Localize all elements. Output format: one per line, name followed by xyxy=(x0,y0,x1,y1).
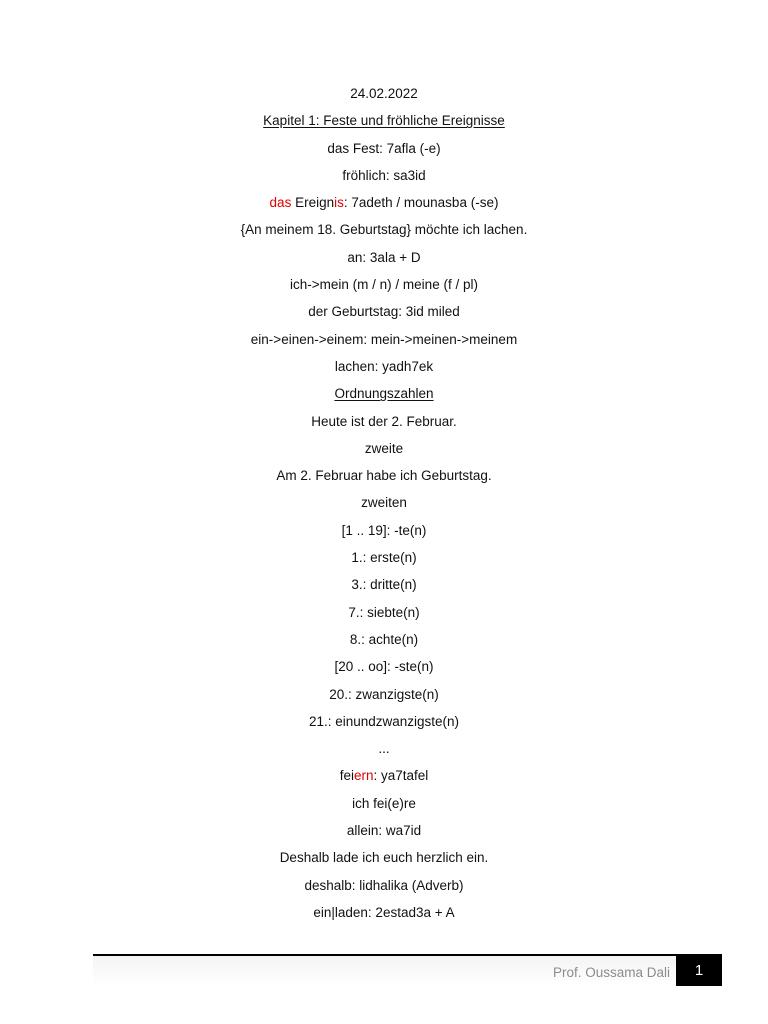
line-text: lachen: yadh7ek xyxy=(334,358,434,374)
document-line xyxy=(0,355,768,382)
document-line xyxy=(0,683,768,710)
line-text: ich fei(e)re xyxy=(352,795,416,811)
line-text: ... xyxy=(378,741,390,757)
line-text: an: 3ala + D xyxy=(347,249,421,265)
document-line xyxy=(0,491,768,518)
document-line xyxy=(0,218,768,245)
line-text: ich->mein (m / n) / meine (f / pl) xyxy=(290,277,478,293)
line-text: Deshalb lade ich euch herzlich ein. xyxy=(279,850,489,866)
text-segment: : ya7tafel xyxy=(373,768,429,784)
document-line xyxy=(0,410,768,437)
document-line xyxy=(0,655,768,682)
document-line xyxy=(0,382,768,409)
line-text: der Geburtstag: 3id miled xyxy=(308,304,460,320)
footer-author: Prof. Oussama Dali xyxy=(552,965,670,980)
document-line xyxy=(0,191,768,218)
highlighted-text: ern xyxy=(353,768,374,784)
document-line xyxy=(0,109,768,136)
line-text: allein: wa7id xyxy=(346,823,422,839)
section-heading: Kapitel 1: Feste und fröhliche Ereignisse xyxy=(263,113,505,129)
text-segment: Ereign xyxy=(291,195,335,211)
document-line xyxy=(0,819,768,846)
line-text: fröhlich: sa3id xyxy=(342,167,426,183)
line-text: 21.: einundzwanzigste(n) xyxy=(308,713,460,729)
section-heading: Ordnungszahlen xyxy=(334,386,434,402)
line-text: zweiten xyxy=(361,495,407,511)
document-line xyxy=(0,82,768,109)
line-text: [1 .. 19]: -te(n) xyxy=(341,522,427,538)
document-line xyxy=(0,601,768,628)
line-text: [20 .. oo]: -ste(n) xyxy=(334,659,434,675)
line-text: 3.: dritte(n) xyxy=(351,577,417,593)
document-line xyxy=(0,273,768,300)
document-line xyxy=(0,737,768,764)
document-line xyxy=(0,901,768,928)
line-text: 8.: achte(n) xyxy=(349,631,419,647)
document-line xyxy=(0,874,768,901)
document-line xyxy=(0,628,768,655)
page-number: 1 xyxy=(694,962,704,979)
line-text: 7.: siebte(n) xyxy=(348,604,420,620)
line-text: das Fest: 7afla (-e) xyxy=(327,140,441,156)
document-line xyxy=(0,246,768,273)
line-text: Heute ist der 2. Februar. xyxy=(311,413,457,429)
text-segment: : 7adeth / mounasba (-se) xyxy=(343,195,499,211)
document-line xyxy=(0,300,768,327)
line-text: Am 2. Februar habe ich Geburtstag. xyxy=(276,468,492,484)
highlighted-text: das xyxy=(269,195,292,211)
line-text: 24.02.2022 xyxy=(350,86,418,101)
line-text: 20.: zwanzigste(n) xyxy=(329,686,439,702)
document-line xyxy=(0,137,768,164)
document-line xyxy=(0,573,768,600)
document-line xyxy=(0,792,768,819)
line-text: {An meinem 18. Geburtstag} möchte ich lachen. xyxy=(240,222,528,238)
document-line xyxy=(0,846,768,873)
document-body xyxy=(0,82,768,928)
document-line xyxy=(0,546,768,573)
text-segment: fei xyxy=(339,768,354,784)
line-text: ein|laden: 2estad3a + A xyxy=(313,904,455,920)
line-text: deshalb: lidhalika (Adverb) xyxy=(304,877,464,893)
line-text: ein->einen->einem: mein->meinen->meinem xyxy=(250,331,518,347)
document-line xyxy=(0,328,768,355)
document-line xyxy=(0,464,768,491)
document-line xyxy=(0,437,768,464)
line-text: 1.: erste(n) xyxy=(351,550,417,566)
document-line xyxy=(0,710,768,737)
document-line xyxy=(0,764,768,791)
page-number-badge xyxy=(676,955,722,986)
highlighted-text: is xyxy=(334,195,344,211)
line-text: zweite xyxy=(364,440,404,456)
document-line xyxy=(0,519,768,546)
document-line xyxy=(0,164,768,191)
